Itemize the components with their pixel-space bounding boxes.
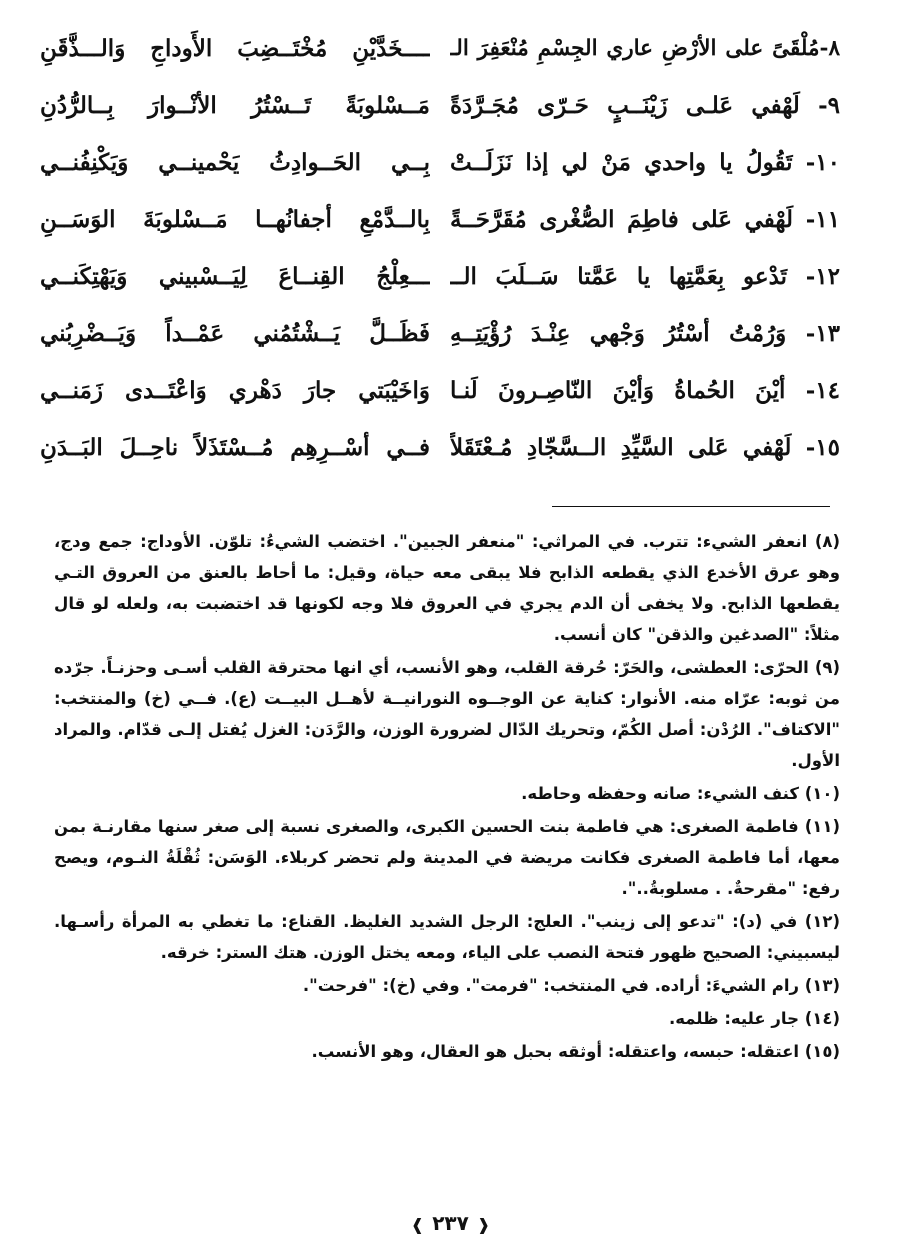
footnotes <box>54 526 840 1069</box>
footnote-11: (١١) فاطمة الصغرى: هي فاطمة بنت الحسين الكبرى، والصغرى نسبة إلى صغر سنها مقارنـة بمن معها، أما فاطمة الصغرى فكانت مريضة في المدينة ولم تحضر كربلاء. الوَسَن: ثُقْلَةُ النـوم، ويصح رفع: "مقرحةٌ. . مسلوبةُ..". <box>54 817 840 898</box>
poem <box>40 20 840 476</box>
verse-second-hemistich: فَظَــلَّ يَــشْتُمُني عَمْــداً وَيَــضْرِبُني <box>40 320 430 347</box>
verse-14 <box>40 362 840 419</box>
footnote-15: (١٥) اعتقله: حبسه، واعتقله: أوثقه بحبل هو العقال، وهو الأنسب. <box>311 1042 840 1061</box>
verse-second-hemistich: مَــسْلوبَةً تَــسْتُرُ الأنْــوارَ بِــالرُّدُنِ <box>40 92 430 119</box>
footnote-8: (٨) انعفر الشيء: تترب. في المراثي: "منعفر الجبين". اختضب الشيءُ: تلوّن. الأوداج: جمع ودج، وهو عرق الأخدع الذي يقطعه الذابح فلا يبقى معه حياة، وقيل: ما أحاط بالعنق من العروق التـي يقطعها الذابح. ولا يخفى أن الدم يجري في العروق فلا وجه لكونها قد اختضبت به، ولعله لو قال مثلاً: "الصدغين والذقن" كان أنسب. <box>54 532 840 644</box>
verse-first-hemistich: ١٣- وَرُمْتُ أسْتُرُ وَجْهي عِنْـدَ رُؤْيَتِــهِ <box>450 320 840 347</box>
verse-first-hemistich: ٩- لَهْفي عَلـى زَيْنَــبٍ حَـرّى مُجَـرَّدَةً <box>450 92 840 119</box>
ornament-right-icon: ❱ <box>476 1215 491 1234</box>
footnote-12: (١٢) في (د): "تدعو إلى زينب". العلج: الرجل الشديد الغليظ. القناع: ما تغطي به المرأة رأسـها. ليسبيني: الصحيح ظهور فتحة النصب على الياء، ومعه يختل الوزن. هتك الستر: خرقه. <box>54 912 840 962</box>
verse-second-hemistich: بِــي الحَــوادِثُ يَحْمينــي وَيَكْنِفُنــي <box>40 149 430 176</box>
verse-second-hemistich: ــــخَدَّيْنِ مُخْتَــضِبَ الأَوداجِ وَالـــذَّقَنِ <box>40 35 430 62</box>
verse-10 <box>40 134 840 191</box>
page-number: ٢٣٧ <box>432 1211 469 1235</box>
footnote-9: (٩) الحرّى: العطشى، والحَرّ: حُرقة القلب، وهو الأنسب، أي انها محترقة القلب أسـى وحزنـاً. جرّده من ثوبه: عرّاه منه. الأنوار: كناية عن الوجــوه النورانيــة لأهــل البيــت (ع). فــي (خ) والمنتخب: "الاكتاف". الرُدْن: أصل الكُمّ، وتحريك الدّال لضرورة الوزن، والرَّدَن: الغزل يُفتل إلـى قدّام. والمراد الأول. <box>54 658 840 770</box>
verse-first-hemistich: ١٤- أيْنَ الحُماةُ وَأيْنَ النّاصِـرونَ لَنـا <box>450 377 840 404</box>
verse-first-hemistich: ٨-مُلْقَىً على الأرْضِ عاري الجِسْمِ مُنْعَفِرَ الـ <box>450 36 840 61</box>
page-number-footer <box>0 1208 901 1240</box>
verse-13 <box>40 305 840 362</box>
footnote-10: (١٠) كنف الشيء: صانه وحفظه وحاطه. <box>521 784 840 803</box>
verse-12 <box>40 248 840 305</box>
verse-15 <box>40 419 840 476</box>
verse-first-hemistich: ١٠- تَقُولُ يا واحدي مَنْ لي إذا نَزَلَــتْ <box>450 149 840 176</box>
verse-second-hemistich: فــي أسْــرِهِم مُــسْتَذَلاً ناحِــلَ البَــدَنِ <box>40 434 430 461</box>
verse-second-hemistich: وَاخَيْبَتي جارَ دَهْري وَاعْتَــدى زَمَنــي <box>40 377 430 404</box>
verse-second-hemistich: بِالــدَّمْعِ أجفانُهــا مَــسْلوبَةَ الوَسَــنِ <box>40 206 430 233</box>
verse-8 <box>40 20 840 77</box>
footnote-13: (١٣) رام الشيءَ: أراده. في المنتخب: "فرمت". وفي (خ): "فرحت". <box>302 976 840 995</box>
verse-first-hemistich: ١١- لَهْفي عَلى فاطِمَ الصُّغْرى مُقَرَّحَــةً <box>450 206 840 233</box>
footnote-divider <box>552 506 830 507</box>
verse-second-hemistich: ـــعِلْجُ القِنــاعَ لِيَــسْبيني وَيَهْتِكَنــي <box>40 263 430 290</box>
verse-11 <box>40 191 840 248</box>
verse-first-hemistich: ١٥- لَهْفي عَلى السَّيِّدِ الــسَّجّادِ مُـعْتَقَلاً <box>450 434 840 461</box>
ornament-left-icon: ❰ <box>410 1215 425 1234</box>
verse-9 <box>40 77 840 134</box>
verse-first-hemistich: ١٢- تَدْعو بِعَمَّتِها يا عَمَّتا سَــلَبَ الــ <box>450 263 840 290</box>
footnote-14: (١٤) جار عليه: ظلمه. <box>668 1009 840 1028</box>
